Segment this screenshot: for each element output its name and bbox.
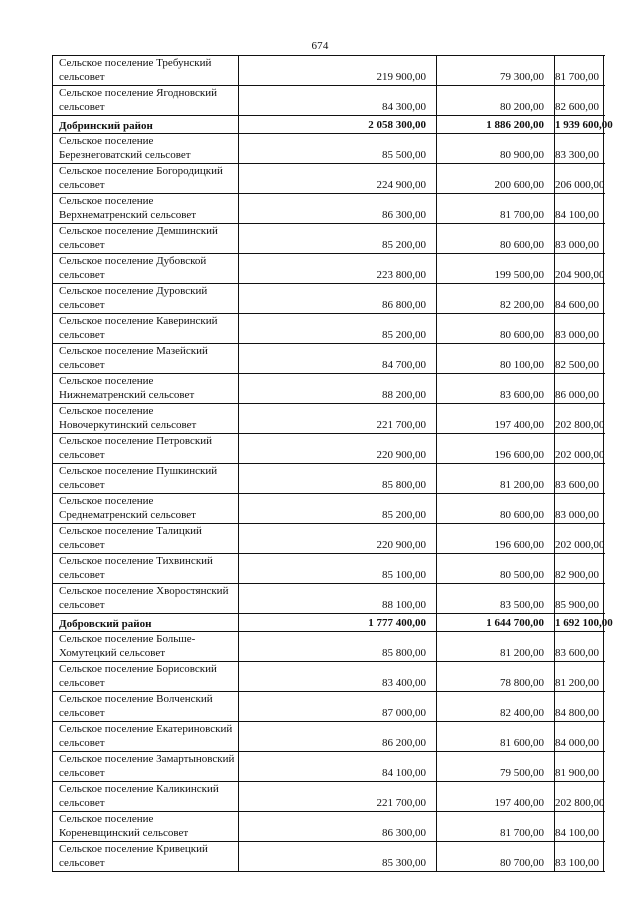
amount-2: 82 400,00: [437, 692, 555, 722]
amount-3: 202 000,00: [555, 434, 604, 464]
amount-3: 84 800,00: [555, 692, 604, 722]
amount-2: 200 600,00: [437, 164, 555, 194]
table-row: [53, 692, 604, 722]
amount-1: 86 300,00: [239, 194, 437, 224]
table-row: [53, 782, 604, 812]
amount-3: 82 900,00: [555, 554, 604, 584]
amount-1: 221 700,00: [239, 404, 437, 434]
amount-3: 81 700,00: [555, 56, 604, 86]
settlement-name: Сельское поселение Пушкинский сельсовет: [53, 464, 239, 494]
amount-3: 84 000,00: [555, 722, 604, 752]
amount-3: 84 100,00: [555, 194, 604, 224]
amount-2: 1 886 200,00: [437, 116, 555, 134]
amount-1: 84 100,00: [239, 752, 437, 782]
amount-2: 79 300,00: [437, 56, 555, 86]
amount-1: 85 200,00: [239, 494, 437, 524]
amount-3: 83 000,00: [555, 224, 604, 254]
amount-1: 1 777 400,00: [239, 614, 437, 632]
settlement-name: Сельское поселение Богородицкий сельсовет: [53, 164, 239, 194]
amount-3: 1 692 100,00: [555, 614, 604, 632]
amount-3: 1 939 600,00: [555, 116, 604, 134]
amount-2: 196 600,00: [437, 524, 555, 554]
amount-2: 80 100,00: [437, 344, 555, 374]
amount-2: 196 600,00: [437, 434, 555, 464]
table-row: [53, 584, 604, 614]
settlement-name: Сельское поселение Петровский сельсовет: [53, 434, 239, 464]
table-row: [53, 86, 604, 116]
amount-2: 80 500,00: [437, 554, 555, 584]
settlement-name: Сельское поселение Мазейский сельсовет: [53, 344, 239, 374]
table-row: [53, 134, 604, 164]
district-total-row: [53, 614, 604, 632]
settlement-name: Сельское поселение Больше-Хомутецкий сельсовет: [53, 632, 239, 662]
amount-1: 85 500,00: [239, 134, 437, 164]
amount-2: 199 500,00: [437, 254, 555, 284]
amount-1: 84 700,00: [239, 344, 437, 374]
settlement-name: Сельское поселение Каликинский сельсовет: [53, 782, 239, 812]
amount-2: 83 500,00: [437, 584, 555, 614]
settlement-name: Сельское поселение Екатериновский сельсовет: [53, 722, 239, 752]
settlement-name: Сельское поселение Талицкий сельсовет: [53, 524, 239, 554]
amount-1: 85 800,00: [239, 632, 437, 662]
settlement-name: Сельское поселение Дуровский сельсовет: [53, 284, 239, 314]
amount-3: 202 800,00: [555, 404, 604, 434]
settlement-name: Сельское поселение Верхнематренский сельсовет: [53, 194, 239, 224]
amount-1: 84 300,00: [239, 86, 437, 116]
amount-1: 85 300,00: [239, 842, 437, 872]
table-row: [53, 722, 604, 752]
amount-2: 80 600,00: [437, 224, 555, 254]
budget-table: [52, 55, 613, 872]
amount-2: 81 600,00: [437, 722, 555, 752]
amount-3: 202 000,00: [555, 524, 604, 554]
settlement-name: Сельское поселение Березнеговатский сельсовет: [53, 134, 239, 164]
amount-1: 85 200,00: [239, 314, 437, 344]
amount-3: 204 900,00: [555, 254, 604, 284]
amount-1: 85 100,00: [239, 554, 437, 584]
settlement-name: Сельское поселение Нижнематренский сельсовет: [53, 374, 239, 404]
amount-3: 83 600,00: [555, 632, 604, 662]
amount-2: 81 200,00: [437, 632, 555, 662]
table-row: [53, 164, 604, 194]
amount-1: 220 900,00: [239, 524, 437, 554]
amount-2: 78 800,00: [437, 662, 555, 692]
amount-2: 197 400,00: [437, 404, 555, 434]
amount-1: 83 400,00: [239, 662, 437, 692]
table-row: [53, 554, 604, 584]
amount-1: 223 800,00: [239, 254, 437, 284]
amount-2: 81 200,00: [437, 464, 555, 494]
settlement-name: Сельское поселение Новочеркутинский сельсовет: [53, 404, 239, 434]
amount-1: 2 058 300,00: [239, 116, 437, 134]
amount-3: 81 900,00: [555, 752, 604, 782]
amount-3: 84 100,00: [555, 812, 604, 842]
table-row: [53, 344, 604, 374]
amount-2: 81 700,00: [437, 194, 555, 224]
table-row: [53, 404, 604, 434]
table-row: [53, 434, 604, 464]
settlement-name: Сельское поселение Требунский сельсовет: [53, 56, 239, 86]
settlement-name: Сельское поселение Тихвинский сельсовет: [53, 554, 239, 584]
settlement-name: Сельское поселение Ягодновский сельсовет: [53, 86, 239, 116]
amount-1: 219 900,00: [239, 56, 437, 86]
settlement-name: Сельское поселение Волченский сельсовет: [53, 692, 239, 722]
amount-2: 197 400,00: [437, 782, 555, 812]
settlement-name: Сельское поселение Хворостянский сельсовет: [53, 584, 239, 614]
amount-2: 83 600,00: [437, 374, 555, 404]
amount-1: 87 000,00: [239, 692, 437, 722]
amount-3: 84 600,00: [555, 284, 604, 314]
settlement-name: Сельское поселение Замартыновский сельсовет: [53, 752, 239, 782]
amount-3: 83 600,00: [555, 464, 604, 494]
amount-2: 80 200,00: [437, 86, 555, 116]
page-number: 674: [311, 40, 329, 52]
amount-3: 82 500,00: [555, 344, 604, 374]
amount-2: 80 600,00: [437, 314, 555, 344]
amount-1: 86 200,00: [239, 722, 437, 752]
table-row: [53, 374, 604, 404]
settlement-name: Сельское поселение Среднематренский сельсовет: [53, 494, 239, 524]
amount-3: 86 000,00: [555, 374, 604, 404]
amount-1: 220 900,00: [239, 434, 437, 464]
amount-1: 88 100,00: [239, 584, 437, 614]
amount-3: 83 000,00: [555, 494, 604, 524]
amount-3: 81 200,00: [555, 662, 604, 692]
amount-2: 82 200,00: [437, 284, 555, 314]
settlement-name: Сельское поселение Борисовский сельсовет: [53, 662, 239, 692]
budget-table-body: [53, 56, 613, 872]
amount-2: 1 644 700,00: [437, 614, 555, 632]
amount-3: 83 300,00: [555, 134, 604, 164]
amount-3: 83 000,00: [555, 314, 604, 344]
settlement-name: Сельское поселение Кореневщинский сельсовет: [53, 812, 239, 842]
table-row: [53, 56, 604, 86]
amount-1: 88 200,00: [239, 374, 437, 404]
amount-2: 80 900,00: [437, 134, 555, 164]
district-name: Добринский район: [53, 116, 239, 134]
settlement-name: Сельское поселение Каверинский сельсовет: [53, 314, 239, 344]
amount-3: 82 600,00: [555, 86, 604, 116]
settlement-name: Сельское поселение Демшинский сельсовет: [53, 224, 239, 254]
settlement-name: Сельское поселение Кривецкий сельсовет: [53, 842, 239, 872]
amount-2: 79 500,00: [437, 752, 555, 782]
table-row: [53, 812, 604, 842]
amount-1: 85 800,00: [239, 464, 437, 494]
amount-1: 221 700,00: [239, 782, 437, 812]
amount-1: 85 200,00: [239, 224, 437, 254]
amount-2: 80 700,00: [437, 842, 555, 872]
district-name: Добровский район: [53, 614, 239, 632]
district-total-row: [53, 116, 604, 134]
amount-1: 86 300,00: [239, 812, 437, 842]
settlement-name: Сельское поселение Дубовской сельсовет: [53, 254, 239, 284]
table-row: [53, 254, 604, 284]
table-row: [53, 314, 604, 344]
table-row: [53, 842, 604, 872]
table-row: [53, 464, 604, 494]
amount-2: 80 600,00: [437, 494, 555, 524]
table-row: [53, 632, 604, 662]
amount-1: 224 900,00: [239, 164, 437, 194]
table-row: [53, 194, 604, 224]
table-row: [53, 284, 604, 314]
amount-3: 85 900,00: [555, 584, 604, 614]
amount-3: 202 800,00: [555, 782, 604, 812]
amount-3: 206 000,00: [555, 164, 604, 194]
table-row: [53, 752, 604, 782]
amount-3: 83 100,00: [555, 842, 604, 872]
amount-2: 81 700,00: [437, 812, 555, 842]
table-row: [53, 494, 604, 524]
table-row: [53, 662, 604, 692]
table-row: [53, 524, 604, 554]
amount-1: 86 800,00: [239, 284, 437, 314]
table-row: [53, 224, 604, 254]
